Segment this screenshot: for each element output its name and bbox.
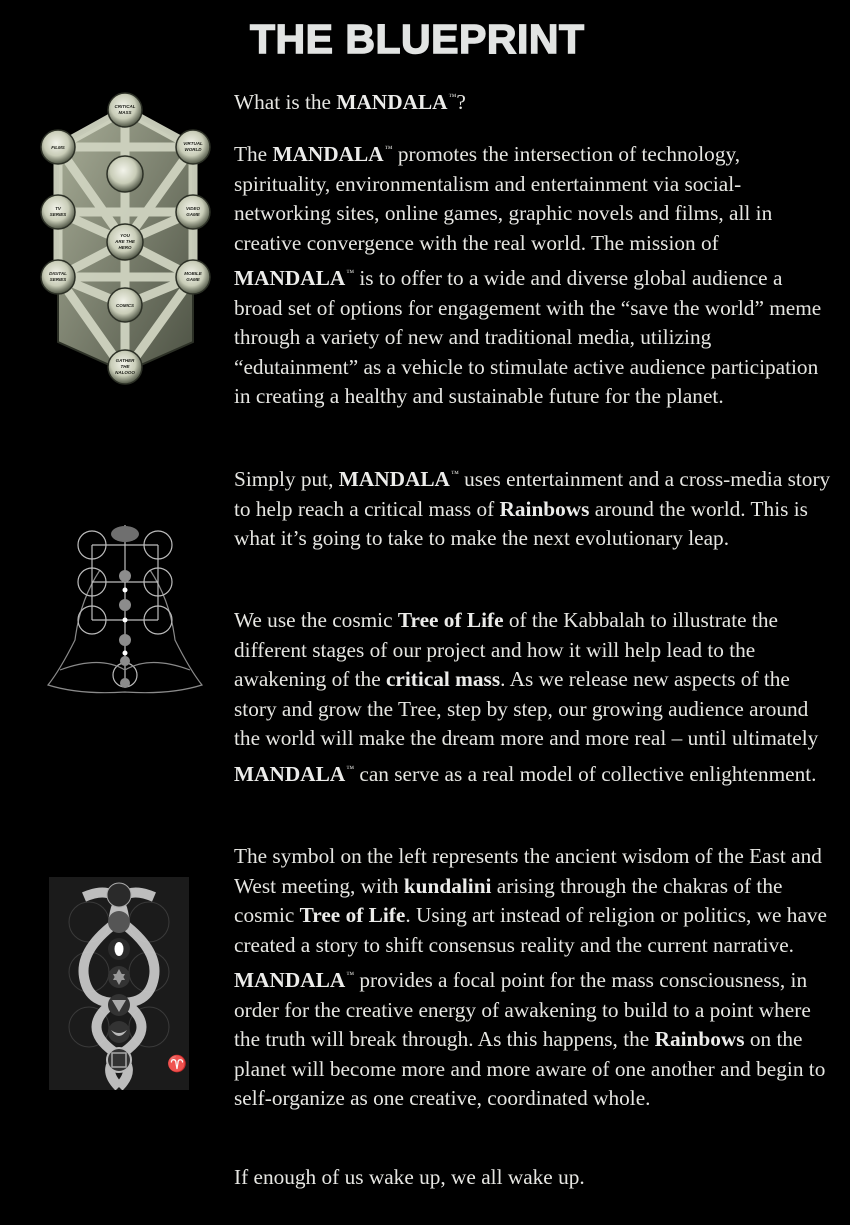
text-run: uses entertainment and a cross-media story to help reach a critical mass of bbox=[234, 467, 831, 521]
svg-text:DIGITAL: DIGITAL bbox=[49, 271, 67, 276]
brand-name: MANDALA bbox=[338, 467, 450, 491]
bold-term: Rainbows bbox=[654, 1027, 745, 1051]
tree-of-life-diagram bbox=[38, 92, 213, 387]
brand-name: MANDALA bbox=[336, 90, 448, 114]
text-run: Simply put, bbox=[234, 467, 339, 491]
svg-text:GAME: GAME bbox=[186, 277, 200, 282]
trademark-symbol: ™ bbox=[384, 144, 393, 153]
svg-text:COMICS: COMICS bbox=[116, 303, 134, 308]
text-run: The bbox=[234, 142, 273, 166]
paragraph-symbol bbox=[234, 842, 834, 1114]
brand-name: MANDALA bbox=[234, 266, 346, 290]
text-run: of the Kabbalah to illustrate the different stages of our project and how it will help lead to the awakening of the bbox=[234, 608, 778, 691]
text-run: arising through the chakras of the cosmic bbox=[234, 873, 783, 927]
question-mark: ? bbox=[456, 90, 466, 114]
svg-text:GATHER: GATHER bbox=[115, 358, 135, 363]
text-run: on the planet will become more and more aware of one another and begin to self-organize as one creative, coordinated whole. bbox=[234, 1027, 826, 1110]
text-run: provides a focal point for the mass consciousness, in order for the creative energy of awakening to build to a point where the truth will break through. As this happens, the bbox=[234, 968, 811, 1051]
text-run: . Using art instead of religion or politics, we have created a story to shift consensus reality and the current narrative. bbox=[234, 903, 828, 957]
text-run: We use the cosmic bbox=[234, 608, 398, 632]
kundalini-serpent-illustration bbox=[49, 877, 189, 1090]
bold-term: Rainbows bbox=[499, 496, 590, 521]
text-run: is to offer to a wide and diverse global audience a broad set of options for engagement with the “save the world” meme through a variety of new and traditional media, utilizing “edutainment” as a vehicle to stimulate active audience participation in creating a healthy and sustainable future for the planet. bbox=[234, 266, 822, 408]
svg-text:MOBILE: MOBILE bbox=[184, 271, 202, 276]
svg-text:VIDEO: VIDEO bbox=[185, 206, 201, 211]
bold-term: critical mass bbox=[385, 667, 501, 691]
svg-text:SERIES: SERIES bbox=[49, 277, 67, 282]
text-run: around the world. This is what it’s going to take to make the next evolutionary leap. bbox=[234, 496, 808, 550]
svg-text:ARE THE: ARE THE bbox=[115, 239, 135, 244]
page-title: THE BLUEPRINT bbox=[250, 16, 585, 62]
svg-text:YOU: YOU bbox=[120, 233, 130, 238]
trademark-symbol: ™ bbox=[346, 970, 355, 979]
svg-text:VIRTUAL: VIRTUAL bbox=[183, 141, 203, 146]
bold-term: Tree of Life bbox=[299, 903, 406, 927]
svg-text:TV: TV bbox=[55, 206, 61, 211]
paragraph-tree-of-life bbox=[234, 606, 834, 789]
svg-text:FILMS: FILMS bbox=[51, 145, 65, 150]
svg-text:GAME: GAME bbox=[186, 212, 200, 217]
svg-text:MASS: MASS bbox=[118, 110, 132, 115]
paragraph-closing bbox=[234, 1163, 834, 1193]
text-run: The symbol on the left represents the ancient wisdom of the East and West meeting, with bbox=[234, 844, 822, 898]
svg-text:WORLD: WORLD bbox=[184, 147, 202, 152]
svg-text:CRITICAL: CRITICAL bbox=[114, 104, 136, 109]
text-run: promotes the intersection of technology, spirituality, environmentalism and entertainment via social-networking sites, online games, graphic novels and films, all in creative convergence with the real world. The mission of bbox=[234, 142, 773, 255]
trademark-symbol: ™ bbox=[450, 469, 459, 478]
brand-name: MANDALA bbox=[234, 761, 346, 786]
brand-name: MANDALA bbox=[272, 142, 384, 166]
trademark-symbol: ™ bbox=[448, 92, 457, 101]
question-text: What is the bbox=[234, 90, 337, 114]
svg-text:♈: ♈ bbox=[167, 1054, 187, 1073]
intro-question bbox=[234, 82, 834, 118]
paragraph-mission bbox=[234, 134, 834, 412]
bold-term: Tree of Life bbox=[397, 608, 504, 632]
text-run: can serve as a real model of collective enlightenment. bbox=[354, 761, 817, 786]
svg-text:NALOOO: NALOOO bbox=[115, 370, 135, 375]
trademark-symbol: ™ bbox=[346, 268, 355, 277]
svg-text:THE: THE bbox=[120, 364, 130, 369]
text-run: . As we release new aspects of the story and grow the Tree, step by step, our growing audience around the world will make the dream more and more real – until ultimately bbox=[234, 667, 819, 750]
closing-line: If enough of us wake up, we all wake up. bbox=[234, 1165, 585, 1189]
brand-name: MANDALA bbox=[234, 968, 346, 992]
paragraph-simply-put bbox=[234, 459, 834, 554]
trademark-symbol: ™ bbox=[346, 763, 355, 773]
bold-term: kundalini bbox=[403, 873, 492, 898]
svg-text:SERIES: SERIES bbox=[49, 212, 67, 217]
meditating-figure-illustration bbox=[40, 520, 210, 700]
svg-text:HERO: HERO bbox=[118, 245, 132, 250]
